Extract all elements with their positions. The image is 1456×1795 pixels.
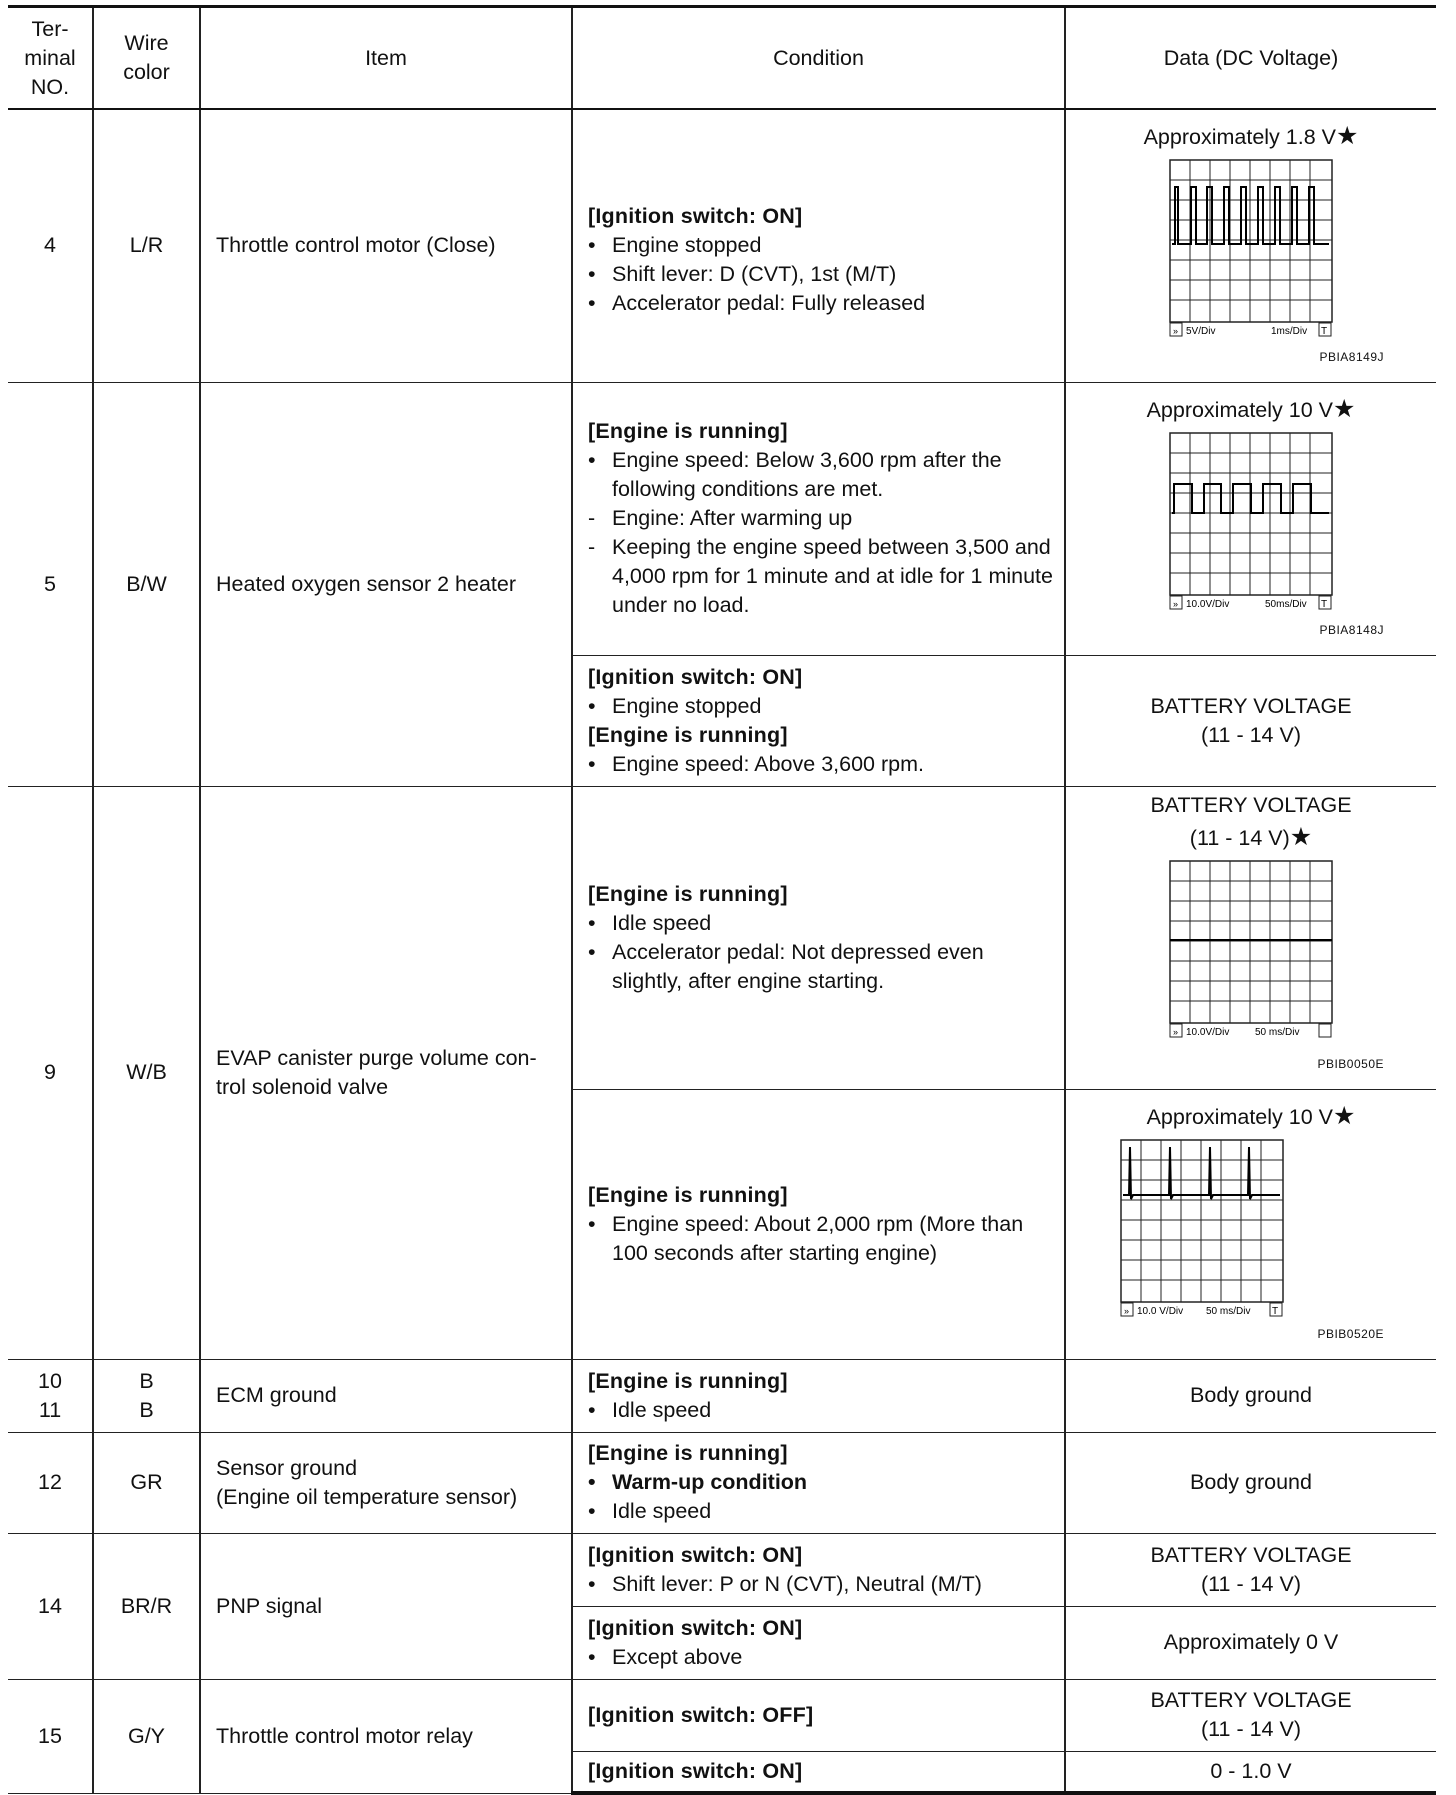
condition-cell — [572, 382, 1065, 655]
table-header-row — [8, 7, 1436, 110]
item-name: Throttle control motor (Close) — [200, 109, 572, 382]
star-icon: ★ — [1333, 1101, 1356, 1130]
data-cell: BATTERY VOLTAGE (11 - 14 V) — [1065, 1679, 1436, 1751]
data-label: Approximately 10 V★ — [1146, 394, 1356, 423]
condition-bullet: • Except above — [588, 1644, 743, 1669]
svg-text:»: » — [1173, 1026, 1179, 1037]
terminal-no: 4 — [8, 109, 93, 382]
data-cell: BATTERY VOLTAGE (11 - 14 V) — [1065, 1533, 1436, 1606]
svg-text:T: T — [1272, 1305, 1279, 1317]
condition-bullet: • Engine stopped — [588, 232, 762, 257]
terminal-no: 5 — [8, 382, 93, 786]
condition-cell — [572, 1533, 1065, 1606]
data-cell — [1065, 382, 1436, 655]
header-wire-color: Wire color — [93, 7, 200, 110]
condition-bullet: • Warm-up condition — [588, 1470, 808, 1494]
condition-bullet: • Engine stopped — [588, 693, 762, 718]
data-cell — [1065, 1089, 1436, 1359]
wire-color: W/B — [93, 786, 200, 1359]
condition-cell — [572, 786, 1065, 1089]
star-icon: ★ — [1335, 122, 1359, 150]
condition-cell — [572, 109, 1065, 382]
table-row-terminal-12 — [8, 1432, 1436, 1533]
condition-header: [Engine is running] — [588, 881, 788, 906]
svg-text:»: » — [1173, 326, 1179, 336]
condition-cell — [572, 1359, 1065, 1432]
terminal-no: 14 — [8, 1533, 93, 1679]
data-cell — [1065, 109, 1436, 382]
item-name: Heated oxygen sensor 2 heater — [200, 382, 572, 786]
table-row-terminal-5 — [8, 382, 1436, 655]
svg-text:10.0V/Div: 10.0V/Div — [1186, 598, 1230, 610]
wire-color: G/Y — [93, 1679, 200, 1793]
terminal-no: 10 11 — [8, 1359, 93, 1432]
oscilloscope-waveform — [1169, 159, 1333, 339]
data-cell: Approximately 0 V — [1065, 1606, 1436, 1679]
ecm-terminal-table — [8, 5, 1436, 1795]
condition-header: [Engine is running] — [588, 1368, 788, 1393]
condition-cell — [572, 655, 1065, 786]
data-label: Approximately 10 V★ — [1146, 1101, 1356, 1130]
data-label: Approximately 1.8 V★ — [1143, 122, 1359, 150]
svg-text:»: » — [1173, 598, 1179, 609]
condition-cell — [572, 1432, 1065, 1533]
svg-text:50 ms/Div: 50 ms/Div — [1255, 1026, 1300, 1038]
condition-cell — [572, 1751, 1065, 1793]
oscilloscope-waveform — [1120, 1139, 1284, 1319]
data-cell: Body ground — [1065, 1432, 1436, 1533]
star-icon: ★ — [1333, 394, 1356, 423]
table-row-terminal-4 — [8, 109, 1436, 382]
condition-bullet: • Engine speed: Above 3,600 rpm. — [588, 751, 924, 776]
terminal-data-table-sheet — [8, 5, 1436, 1787]
svg-text:5V/Div: 5V/Div — [1186, 326, 1216, 337]
header-condition: Condition — [572, 7, 1065, 110]
svg-text:50ms/Div: 50ms/Div — [1265, 598, 1307, 610]
svg-text:1ms/Div: 1ms/Div — [1271, 326, 1308, 337]
wire-color: GR — [93, 1432, 200, 1533]
wire-color: B B — [93, 1359, 200, 1432]
table-row-terminal-9 — [8, 786, 1436, 1089]
star-icon: ★ — [1289, 822, 1313, 851]
oscilloscope-waveform — [1169, 860, 1333, 1040]
svg-text:T: T — [1321, 326, 1328, 337]
condition-header: [Engine is running] — [588, 1182, 788, 1207]
data-label: BATTERY VOLTAGE (11 - 14 V)★ — [1150, 792, 1352, 851]
table-row-terminal-10-11 — [8, 1359, 1436, 1432]
wire-color: BR/R — [93, 1533, 200, 1679]
condition-header: [Ignition switch: ON] — [588, 1758, 803, 1783]
header-data: Data (DC Voltage) — [1065, 7, 1436, 110]
oscilloscope-waveform — [1169, 432, 1333, 612]
condition-header: [Engine is running] — [588, 722, 788, 747]
data-cell: BATTERY VOLTAGE (11 - 14 V) — [1065, 655, 1436, 786]
condition-header: [Engine is running] — [588, 1441, 788, 1465]
figure-id: PBIA8148J — [1319, 622, 1384, 637]
condition-cell — [572, 1679, 1065, 1751]
condition-bullet: • Engine speed: About 2,000 rpm (More than 100 seconds after starting engine) — [588, 1211, 1024, 1265]
terminal-no: 15 — [8, 1679, 93, 1793]
condition-bullet: - Engine: After warming up — [588, 506, 853, 530]
data-cell: Body ground — [1065, 1359, 1436, 1432]
figure-id: PBIB0050E — [1317, 1056, 1384, 1071]
data-cell — [1065, 786, 1436, 1089]
condition-bullet: • Idle speed — [588, 910, 712, 935]
condition-header: [Ignition switch: ON] — [588, 664, 803, 689]
svg-text:50 ms/Div: 50 ms/Div — [1206, 1305, 1251, 1317]
condition-cell — [572, 1089, 1065, 1359]
item-name: Throttle control motor relay — [200, 1679, 572, 1793]
svg-text:»: » — [1124, 1305, 1130, 1316]
item-name: PNP signal — [200, 1533, 572, 1679]
condition-bullet: • Shift lever: P or N (CVT), Neutral (M/T) — [588, 1571, 982, 1596]
condition-bullet: • Accelerator pedal: Fully released — [588, 290, 926, 315]
wire-color: B/W — [93, 382, 200, 786]
condition-header: [Ignition switch: ON] — [588, 1615, 803, 1640]
condition-bullet: - Keeping the engine speed between 3,500 and 4,000 rpm for 1 minute and at idle for 1 minute under no load. — [588, 535, 1053, 617]
figure-id: PBIB0520E — [1317, 1326, 1384, 1341]
item-name: ECM ground — [200, 1359, 572, 1432]
condition-header: [Ignition switch: ON] — [588, 203, 803, 228]
header-terminal-no: Ter- minal NO. — [8, 7, 93, 110]
svg-text:10.0 V/Div: 10.0 V/Div — [1137, 1305, 1184, 1317]
condition-header: [Ignition switch: OFF] — [588, 1702, 814, 1727]
condition-bullet: • Idle speed — [588, 1397, 712, 1422]
item-name: Sensor ground (Engine oil temperature sensor) — [200, 1432, 572, 1533]
condition-header: [Engine is running] — [588, 419, 788, 443]
wire-color: L/R — [93, 109, 200, 382]
figure-id: PBIA8149J — [1319, 349, 1384, 364]
condition-bullet: • Engine speed: Below 3,600 rpm after the following conditions are met. — [588, 448, 1002, 501]
table-row-terminal-14 — [8, 1533, 1436, 1606]
svg-text:10.0V/Div: 10.0V/Div — [1186, 1026, 1230, 1038]
data-cell: 0 - 1.0 V — [1065, 1751, 1436, 1793]
condition-bullet: • Shift lever: D (CVT), 1st (M/T) — [588, 261, 897, 286]
svg-text:T: T — [1321, 598, 1328, 610]
condition-bullet: • Idle speed — [588, 1499, 712, 1523]
condition-bullet: • Accelerator pedal: Not depressed even slightly, after engine starting. — [588, 939, 984, 993]
terminal-no: 12 — [8, 1432, 93, 1533]
terminal-no: 9 — [8, 786, 93, 1359]
header-item: Item — [200, 7, 572, 110]
condition-header: [Ignition switch: ON] — [588, 1542, 803, 1567]
table-row-terminal-15 — [8, 1679, 1436, 1751]
condition-cell — [572, 1606, 1065, 1679]
item-name: EVAP canister purge volume con- trol solenoid valve — [200, 786, 572, 1359]
